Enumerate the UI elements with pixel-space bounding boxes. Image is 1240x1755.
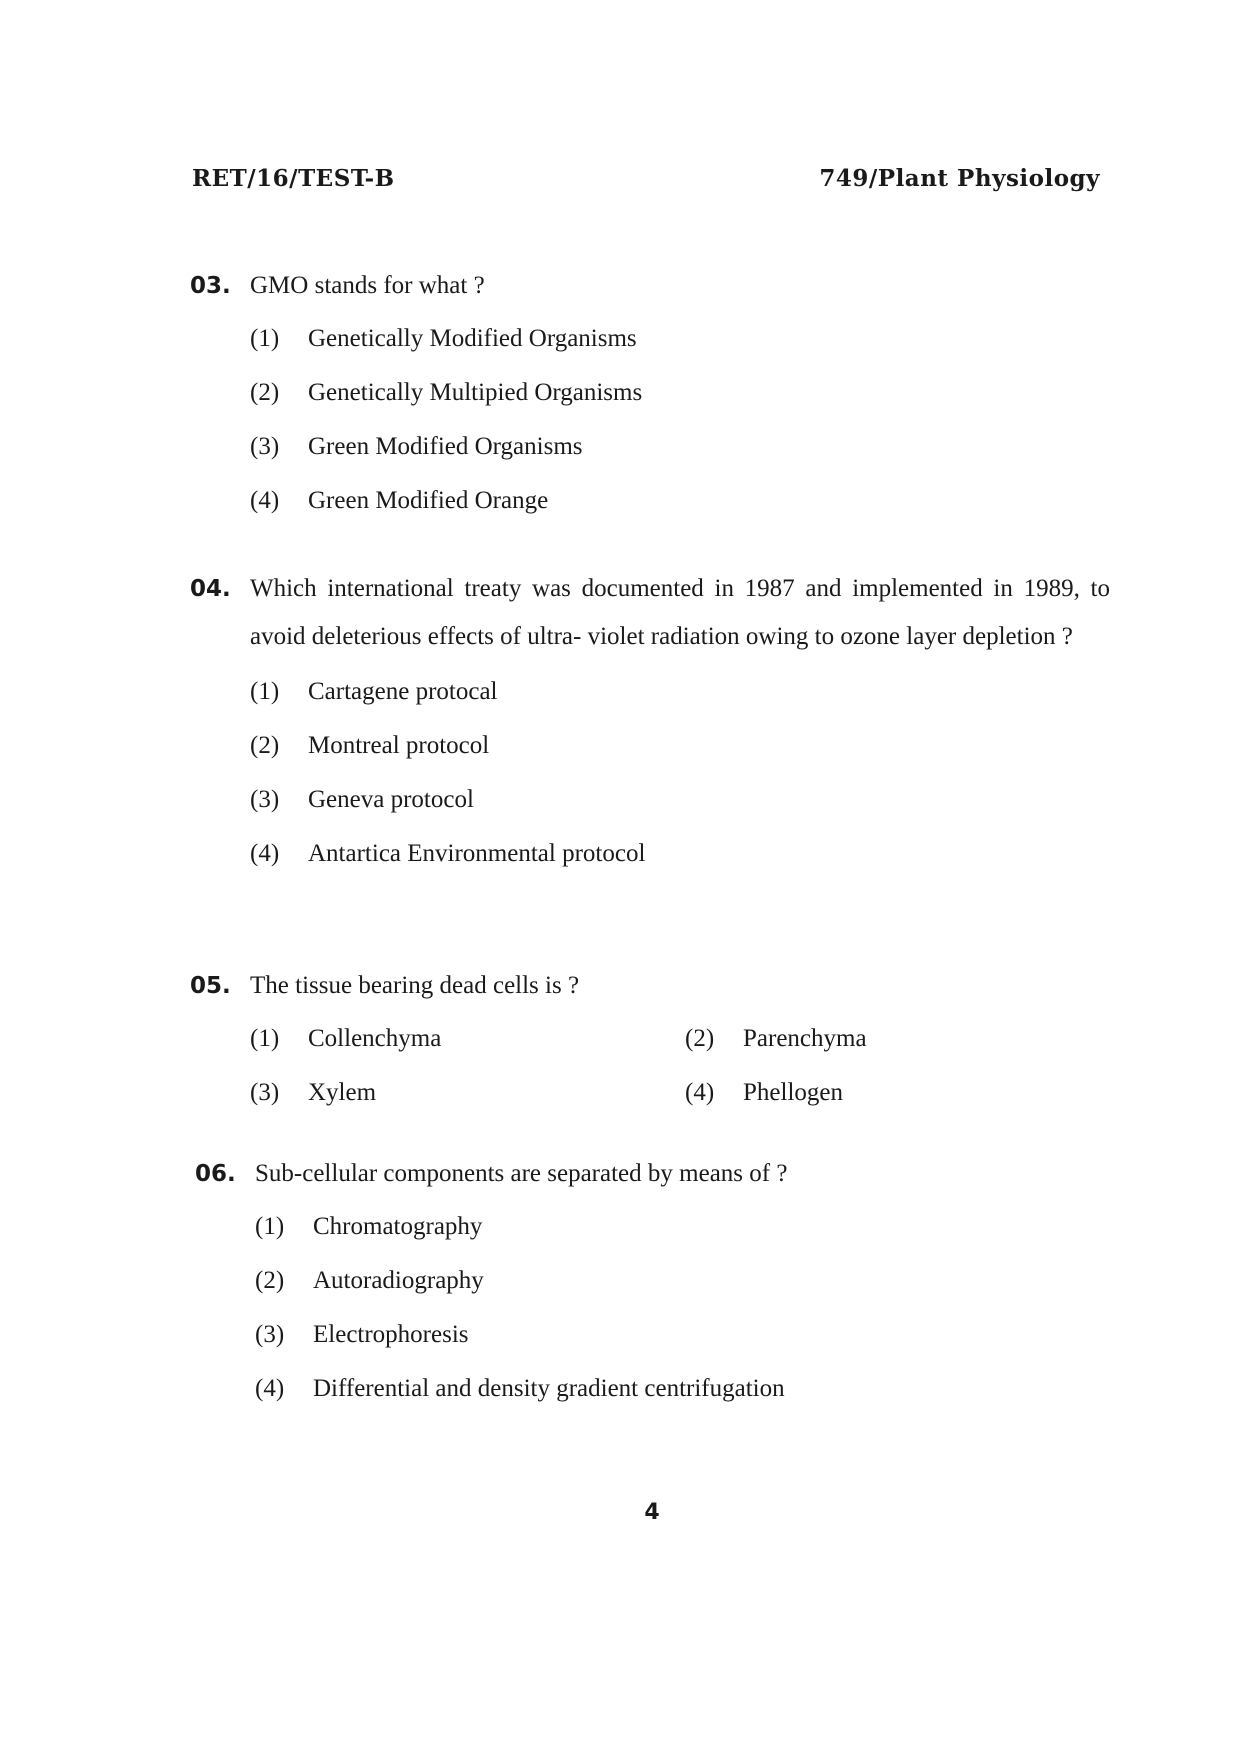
option-text: Differential and density gradient centrifugation bbox=[313, 1375, 785, 1402]
option-3 bbox=[255, 1308, 1115, 1362]
option-4 bbox=[250, 827, 1110, 881]
question-06 bbox=[195, 1150, 1115, 1416]
option-number: (3) bbox=[250, 786, 280, 813]
option-4 bbox=[685, 1066, 1085, 1120]
question-stem bbox=[195, 1150, 1115, 1198]
question-03 bbox=[190, 262, 1110, 528]
option-number: (4) bbox=[250, 840, 280, 867]
option-text: Geneva protocol bbox=[308, 786, 474, 813]
option-number: (2) bbox=[250, 732, 280, 759]
option-list bbox=[255, 1200, 1115, 1416]
subject-title: 749/Plant Physiology bbox=[819, 165, 1100, 192]
question-text: Sub-cellular components are separated by means of ? bbox=[255, 1160, 788, 1187]
option-text: Collenchyma bbox=[308, 1025, 442, 1052]
option-text: Chromatography bbox=[313, 1213, 483, 1240]
option-number: (1) bbox=[250, 1025, 280, 1052]
option-text: Xylem bbox=[308, 1079, 377, 1106]
paper-code: RET/16/TEST-B bbox=[192, 165, 395, 192]
option-text: Parenchyma bbox=[743, 1025, 867, 1052]
option-number: (1) bbox=[250, 678, 280, 705]
option-3 bbox=[250, 420, 1110, 474]
option-number: (3) bbox=[250, 433, 280, 460]
option-text: Green Modified Orange bbox=[308, 487, 549, 514]
question-05 bbox=[190, 962, 1110, 1120]
option-3 bbox=[250, 1066, 685, 1120]
question-stem bbox=[190, 565, 1110, 661]
option-4 bbox=[250, 474, 1110, 528]
option-2 bbox=[250, 719, 1110, 773]
option-text: Green Modified Organisms bbox=[308, 433, 583, 460]
question-text: Which international treaty was documented in 1987 and implemented in 1989, to avoid deleterious effects of ultra- violet radiation owing to ozone layer depletion ? bbox=[250, 575, 1110, 650]
option-3 bbox=[250, 773, 1110, 827]
question-text: GMO stands for what ? bbox=[250, 272, 485, 299]
page-number bbox=[0, 1500, 1240, 1525]
option-list bbox=[250, 312, 1110, 528]
option-text: Phellogen bbox=[743, 1079, 843, 1106]
question-number: 04. bbox=[190, 576, 231, 602]
option-2 bbox=[250, 366, 1110, 420]
option-1 bbox=[250, 1012, 685, 1066]
option-1 bbox=[255, 1200, 1115, 1254]
question-number: 03. bbox=[190, 273, 231, 299]
question-number: 05. bbox=[190, 973, 231, 999]
option-number: (2) bbox=[685, 1025, 715, 1052]
option-text: Genetically Modified Organisms bbox=[308, 325, 637, 352]
option-number: (2) bbox=[250, 379, 280, 406]
option-number: (3) bbox=[255, 1321, 285, 1348]
page-number-text: 4 bbox=[644, 1500, 660, 1525]
option-number: (4) bbox=[250, 487, 280, 514]
option-number: (3) bbox=[250, 1079, 280, 1106]
option-number: (1) bbox=[255, 1213, 285, 1240]
option-text: Genetically Multipied Organisms bbox=[308, 379, 643, 406]
question-stem bbox=[190, 962, 1110, 1010]
option-4 bbox=[255, 1362, 1115, 1416]
option-2 bbox=[255, 1254, 1115, 1308]
option-text: Electrophoresis bbox=[313, 1321, 469, 1348]
option-number: (1) bbox=[250, 325, 280, 352]
question-04 bbox=[190, 565, 1110, 881]
option-number: (2) bbox=[255, 1267, 285, 1294]
option-1 bbox=[250, 665, 1110, 719]
option-text: Montreal protocol bbox=[308, 732, 490, 759]
option-text: Autoradiography bbox=[313, 1267, 484, 1294]
option-grid bbox=[250, 1012, 1110, 1120]
question-text: The tissue bearing dead cells is ? bbox=[250, 972, 580, 999]
option-number: (4) bbox=[255, 1375, 285, 1402]
question-stem bbox=[190, 262, 1110, 310]
option-number: (4) bbox=[685, 1079, 715, 1106]
option-1 bbox=[250, 312, 1110, 366]
option-text: Cartagene protocal bbox=[308, 678, 498, 705]
option-text: Antartica Environmental protocol bbox=[308, 840, 646, 867]
question-number: 06. bbox=[195, 1161, 236, 1187]
option-list bbox=[250, 665, 1110, 881]
option-2 bbox=[685, 1012, 1085, 1066]
